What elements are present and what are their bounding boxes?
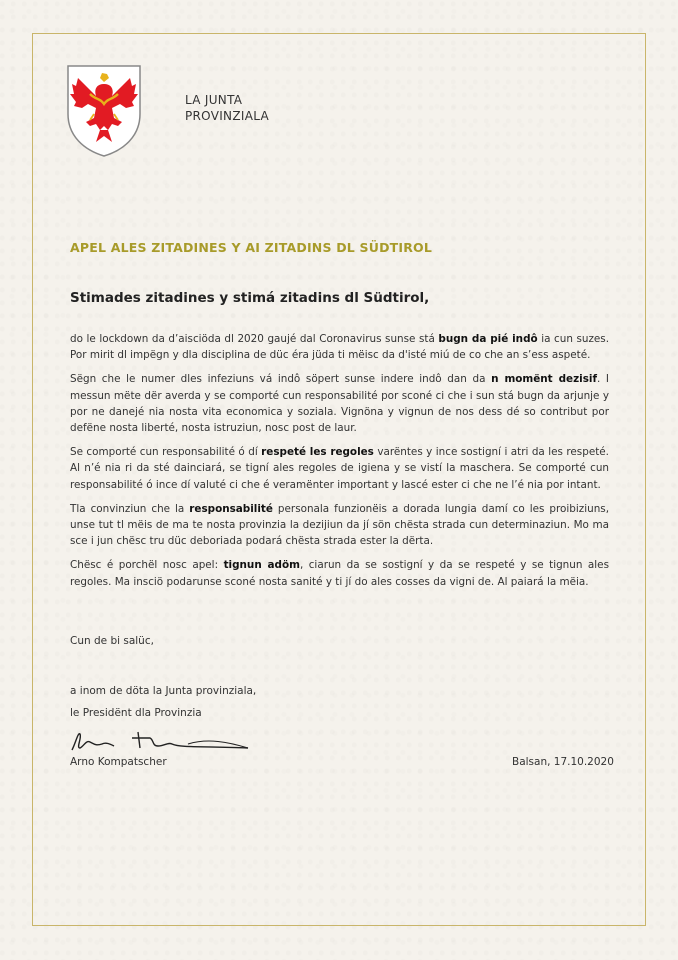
text-run: varëntes y ince sostigní i atri da les respeté. Al n’é nia ri da sté dainciará, se tigní ales regoles de igiena y se vistí la maschera. Se comporté cun responsabilité ó ince dí valuté ci che é veramënter important y lascé ester ci che ne l’é nia por intant. <box>70 446 609 491</box>
emphasis: responsabilité <box>189 502 273 515</box>
signer-name: Arno Kompatscher <box>70 756 167 768</box>
text-run: do le lockdown da d’aisciöda dl 2020 gaujé dal Coronavirus sunse stá <box>70 333 439 345</box>
text-run: Tla convinziun che la <box>70 502 190 515</box>
text-run: ia cun suzes. Por mirit dl impëgn y dla disciplina de düc éra jüda ti mëisc da d'isté miú de co che an s’ess aspeté. <box>70 333 610 362</box>
text-run: Se comporté cun responsabilité ó dí <box>70 446 262 459</box>
coat-of-arms-icon <box>66 64 142 158</box>
on-behalf-line: a inom de döta la Junta provinziala, <box>70 685 257 697</box>
letter-heading: APEL ALES ZITADINES Y AI ZITADINS DL SÜDTIROL <box>70 240 433 255</box>
letter-body <box>70 331 609 598</box>
paragraph-2 <box>70 371 609 436</box>
signer-title: le Presidënt dla Provinzia <box>70 707 202 719</box>
letter-salutation: Stimades zitadines y stimá zitadins dl Südtirol, <box>70 290 430 306</box>
emphasis: bugn da pié indô <box>438 333 538 345</box>
office-name-line1: LA JUNTA <box>185 93 243 107</box>
closing-greeting: Cun de bi salüc, <box>70 635 154 647</box>
office-name-line2: PROVINZIALA <box>185 109 269 123</box>
paragraph-5 <box>70 557 609 589</box>
emphasis: tignun adöm <box>223 559 300 572</box>
office-name <box>185 92 269 124</box>
text-run: . I messun mëte dër averda y se comporté cun responsabilité por sconé ci che i sun stá bugn da arjunje y por ne danejé nia nosta vita economica y soziala. Vignöna y vignun de nos dess dé so contribut por defëne nosta liberté, nosta istruziun, nosc post de laur. <box>70 373 609 435</box>
text-run: Chësc é porchël nosc apel: <box>70 559 224 572</box>
text-run: Sëgn che le numer dles infeziuns vá indô söpert sunse indere indô dan da <box>70 373 492 386</box>
paragraph-1 <box>70 331 609 363</box>
paragraph-3 <box>70 444 609 493</box>
text-run: personala funzionëis a dorada lungia damí co les proibiziuns, unse tut tl mëis de ma te nosta provinzia la dezijiun da jí sön chësta strada cun determinaziun. Mo ma sce i jun chësc tru düc deboriada podará chësta strada ester la dërta. <box>70 502 610 548</box>
place-date: Balsan, 17.10.2020 <box>512 756 614 768</box>
paragraph-4 <box>70 501 609 550</box>
emphasis: n momënt dezisif <box>491 373 597 386</box>
text-run: , ciarun da se sostigní y da se respeté y se tignun ales regoles. Ma insciö podarunse sconé nosta sanité y ti jí do ales cosses da vigni de. Al paiará la mëia. <box>70 559 609 588</box>
signature-icon <box>68 728 253 754</box>
emphasis: respeté les regoles <box>261 446 374 459</box>
